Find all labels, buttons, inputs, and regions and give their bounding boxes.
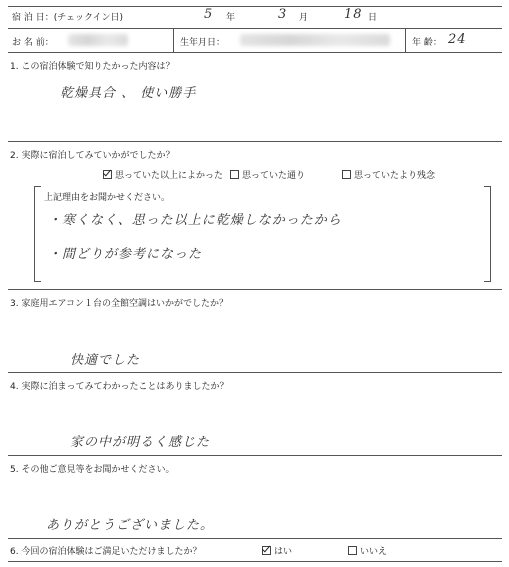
checkbox-icon[interactable] <box>262 546 271 555</box>
header-divider <box>8 28 502 29</box>
age-value: 24 <box>448 32 467 47</box>
answer-3: 快適でした <box>70 353 141 368</box>
reason-prompt: 上記理由をお聞かせください。 <box>44 193 171 203</box>
left-bracket <box>34 186 41 282</box>
checkbox-icon[interactable] <box>342 170 351 179</box>
month-unit: 月 <box>299 13 309 23</box>
header-separator <box>173 28 174 52</box>
day-unit: 日 <box>368 13 378 23</box>
option-label: はい <box>274 547 293 557</box>
option-label: 思っていた通り <box>242 171 306 181</box>
option-as-expected[interactable] <box>230 168 305 181</box>
bottom-border <box>8 561 502 562</box>
question-4: 4. 実際に泊まってみてわかったことはありましたか？ <box>10 382 229 392</box>
reason-line: ・間どりが参考になった <box>48 247 203 262</box>
answer-5: ありがとうございました。 <box>46 518 215 533</box>
year-value: 5 <box>204 7 214 22</box>
stay-date-label: 宿 泊 日：(チェックイン日) <box>12 13 124 23</box>
name-label: お 名 前： <box>12 38 54 48</box>
section-divider <box>8 289 502 290</box>
option-disappointing[interactable] <box>342 168 435 181</box>
header-separator <box>405 28 406 52</box>
question-3: 3. 家庭用エアコン１台の全館空調はいかがでしたか？ <box>10 299 228 309</box>
survey-sheet <box>8 6 502 562</box>
month-value: 3 <box>278 7 288 22</box>
birth-redacted <box>240 34 390 46</box>
section-divider <box>8 141 502 142</box>
question-6: 6. 今回の宿泊体験はご満足いただけましたか？ <box>10 547 202 557</box>
name-redacted <box>68 34 128 46</box>
right-bracket <box>484 186 491 282</box>
checkbox-icon[interactable] <box>103 170 112 179</box>
year-unit: 年 <box>226 13 236 23</box>
age-label: 年 齢： <box>412 38 442 48</box>
option-label: いいえ <box>360 547 388 557</box>
top-border <box>8 6 502 7</box>
birth-label: 生年月日： <box>180 38 226 48</box>
checkbox-icon[interactable] <box>348 546 357 555</box>
day-value: 18 <box>344 7 363 22</box>
option-label: 思っていた以上によかった <box>115 171 224 181</box>
section-divider <box>8 455 502 456</box>
section-divider <box>8 538 502 539</box>
section-divider <box>8 372 502 373</box>
option-better[interactable] <box>103 168 223 181</box>
question-2: 2. 実際に宿泊してみていかがでしたか？ <box>10 151 175 161</box>
option-no[interactable] <box>348 544 387 557</box>
header-bottom <box>8 52 502 53</box>
reason-line: ・寒くなく、思った以上に乾燥しなかったから <box>48 213 342 228</box>
checkbox-icon[interactable] <box>230 170 239 179</box>
question-5: 5. その他ご意見等をお聞かせください。 <box>10 465 175 475</box>
question-1: 1. この宿泊体験で知りたかった内容は？ <box>10 62 175 72</box>
answer-4: 家の中が明るく感じた <box>70 435 211 450</box>
option-label: 思っていたより残念 <box>354 171 436 181</box>
answer-1: 乾燥具合 、 使い勝手 <box>60 86 197 101</box>
option-yes[interactable] <box>262 544 292 557</box>
